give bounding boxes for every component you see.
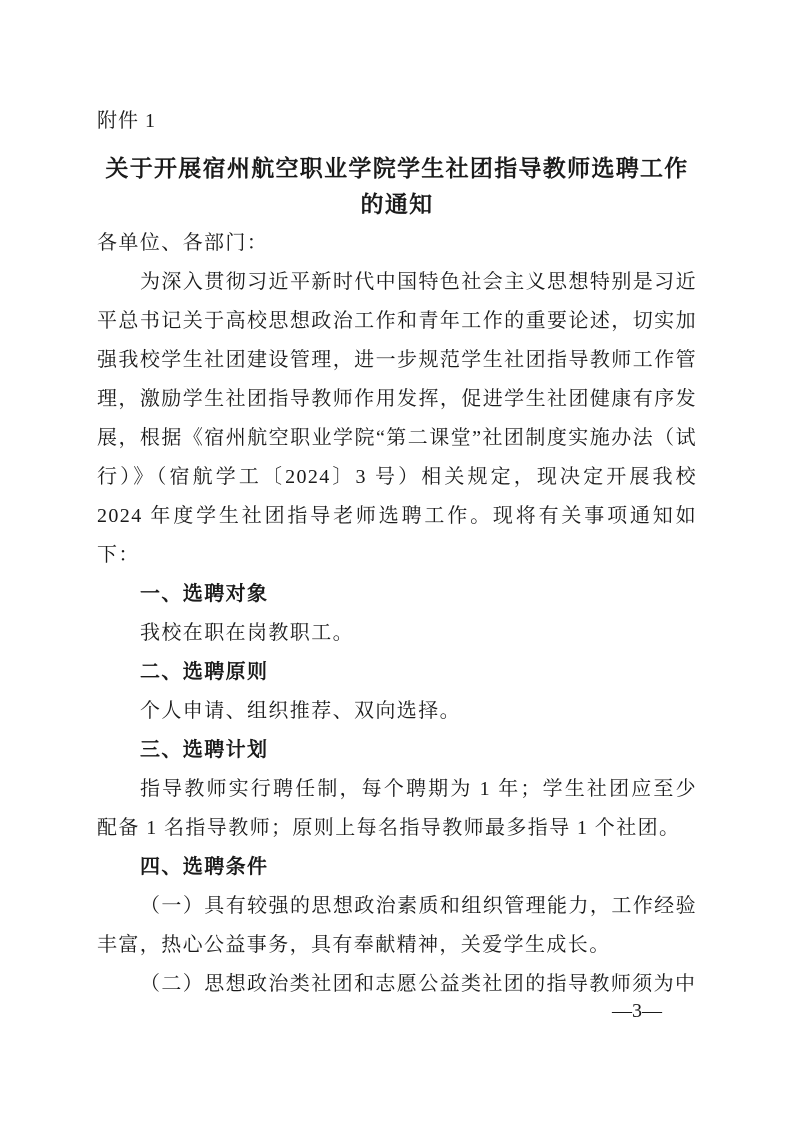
section-heading-3: 三、选聘计划	[140, 739, 269, 761]
section-3-paragraph-1: 指导教师实行聘任制，每个聘期为 1 年；学生社团应至少配备 1 名指导教师；原则上每名指导教师最多指导 1 个社团。	[97, 778, 697, 839]
document-title	[97, 150, 697, 222]
title-line-2: 的通知	[360, 191, 434, 217]
intro-paragraph: 为深入贯彻习近平新时代中国特色社会主义思想特别是习近平总书记关于高校思想政治工作和青年工作的重要论述，切实加强我校学生社团建设管理，进一步规范学生社团指导教师工作管理，激励学生社团指导教师作用发挥，促进学生社团健康有序发展，根据《宿州航空职业学院“第二课堂”社团制度实施办法（试行）》（宿航学工〔2024〕3 号）相关规定，现决定开展我校 2024 年度学生社团指导老师选聘工作。现将有关事项通知如下：	[97, 271, 697, 566]
section-heading-4: 四、选聘条件	[140, 856, 269, 878]
attachment-label: 附件 1	[97, 110, 156, 132]
salutation: 各单位、各部门：	[97, 232, 269, 254]
section-1-paragraph-1: 我校在职在岗教职工。	[140, 622, 354, 644]
section-2-paragraph-1: 个人申请、组织推荐、双向选择。	[140, 700, 461, 722]
section-heading-2: 二、选聘原则	[140, 661, 269, 683]
title-line-1: 关于开展宿州航空职业学院学生社团指导教师选聘工作	[105, 155, 689, 181]
document-content	[97, 106, 697, 1004]
sections-container	[97, 575, 697, 1004]
section-heading-1: 一、选聘对象	[140, 583, 269, 605]
page-number: —3—	[612, 1000, 662, 1022]
section-4-paragraph-2: （二）思想政治类社团和志愿公益类社团的指导教师须为中	[140, 973, 697, 995]
section-4-paragraph-1: （一）具有较强的思想政治素质和组织管理能力，工作经验丰富，热心公益事务，具有奉献精神，关爱学生成长。	[97, 895, 697, 956]
